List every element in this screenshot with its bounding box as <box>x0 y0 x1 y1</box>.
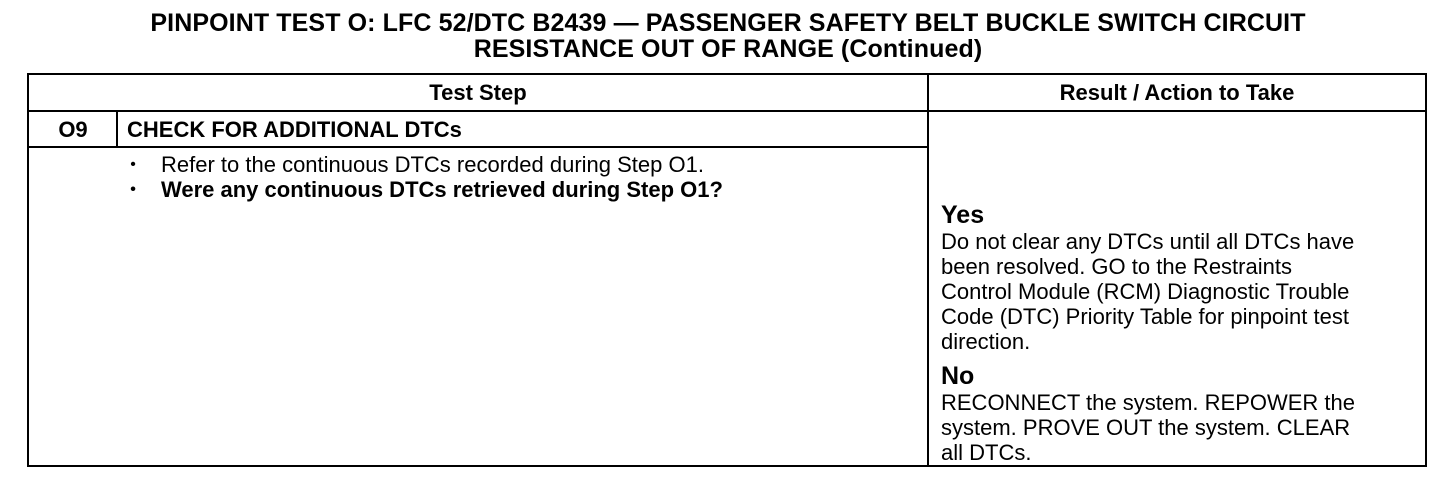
result-yes <box>941 201 1431 354</box>
result-text-line: system. PROVE OUT the system. CLEAR <box>941 415 1351 440</box>
result-text-line: been resolved. GO to the Restraints <box>941 254 1292 279</box>
result-answer-yes: Yes <box>941 201 985 229</box>
result-answer-no: No <box>941 362 975 390</box>
result-text-line: RECONNECT the system. REPOWER the <box>941 390 1356 415</box>
step-instructions <box>125 152 925 202</box>
header-test-step: Test Step <box>429 80 527 105</box>
result-no <box>941 362 1431 465</box>
step-title: CHECK FOR ADDITIONAL DTCs <box>127 117 462 142</box>
bullet-dot-icon: • <box>130 181 136 198</box>
result-text-line: Do not clear any DTCs until all DTCs have <box>941 229 1355 254</box>
result-text-line: Code (DTC) Priority Table for pinpoint test <box>941 304 1349 329</box>
instruction-item <box>125 152 925 177</box>
instruction-question <box>125 177 925 202</box>
instruction-text: Refer to the continuous DTCs recorded during Step O1. <box>161 152 704 177</box>
step-id: O9 <box>58 117 88 142</box>
result-text-line: direction. <box>941 329 1031 354</box>
pinpoint-test-table <box>27 73 1427 467</box>
title-line-1: PINPOINT TEST O: LFC 52/DTC B2439 — PASSENGER SAFETY BELT BUCKLE SWITCH CIRCUIT <box>150 9 1306 37</box>
header-result-action: Result / Action to Take <box>1059 80 1295 105</box>
instruction-text: Were any continuous DTCs retrieved during Step O1? <box>161 177 723 202</box>
title-line-2: RESISTANCE OUT OF RANGE (Continued) <box>473 35 983 63</box>
bullet-dot-icon: • <box>130 156 136 173</box>
page-title <box>0 10 1456 62</box>
result-text-line: all DTCs. <box>941 440 1032 465</box>
result-text-line: Control Module (RCM) Diagnostic Trouble <box>941 279 1350 304</box>
column-divider <box>927 75 929 465</box>
